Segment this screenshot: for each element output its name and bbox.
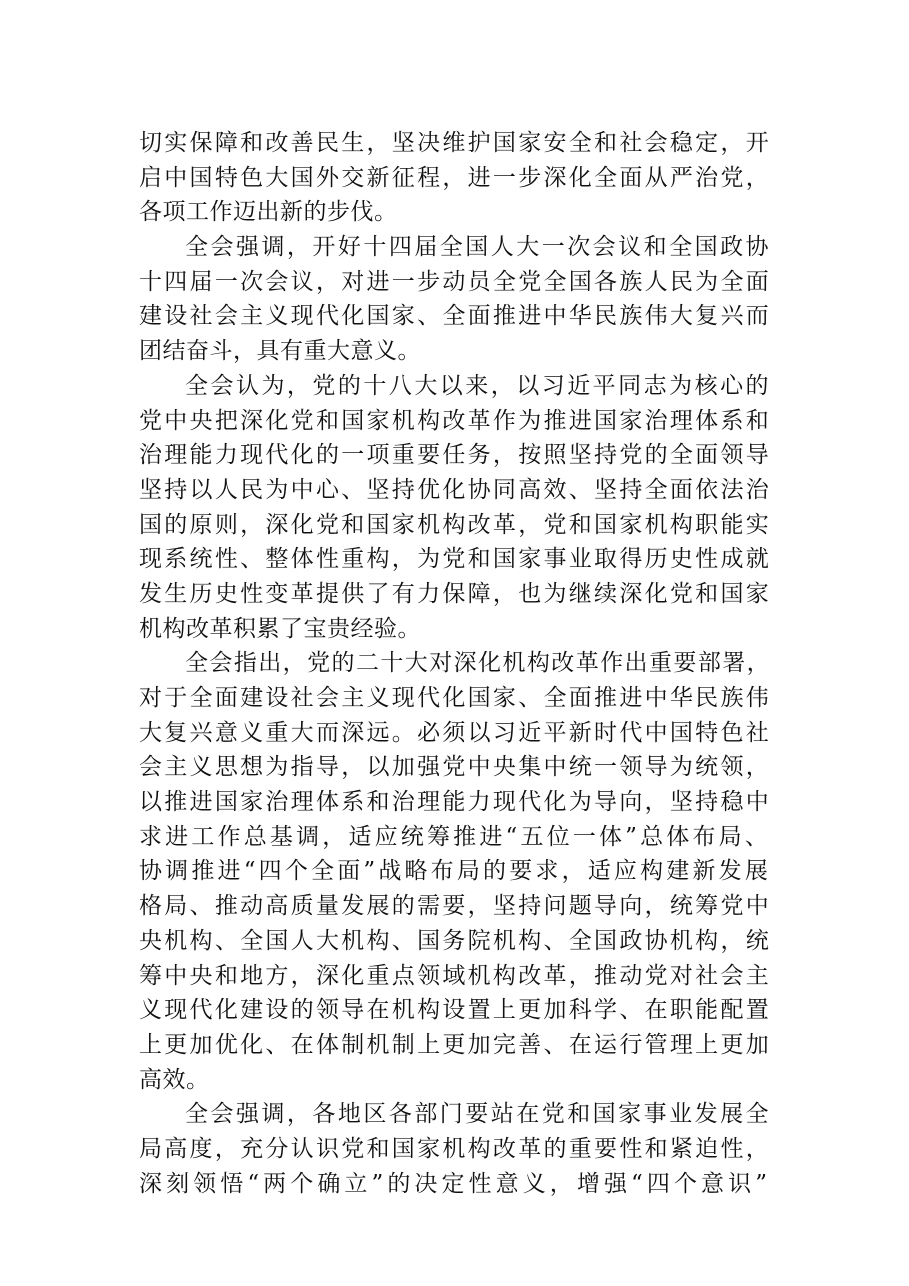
text-line: 上更加优化、在体制机制上更加完善、在运行管理上更加 xyxy=(139,1031,771,1058)
text-line: 高效。 xyxy=(139,1066,210,1093)
text-line: 国的原则，深化党和国家机构改革，党和国家机构职能实 xyxy=(139,511,771,538)
text-line: 发生历史性变革提供了有力保障，也为继续深化党和国家 xyxy=(139,580,771,607)
text-line: 对于全面建设社会主义现代化国家、全面推进中华民族伟 xyxy=(139,685,771,711)
text-line: 治理能力现代化的一项重要任务，按照坚持党的全面领导 xyxy=(139,442,771,469)
text-line: 大复兴意义重大而深远。必须以习近平新时代中国特色社 xyxy=(139,719,771,746)
text-line: 坚持以人民为中心、坚持优化协同高效、坚持全面依法治 xyxy=(139,476,771,503)
text-line: 党中央把深化党和国家机构改革作为推进国家治理体系和 xyxy=(139,407,771,434)
paragraph-first-line: 全会强调，开好十四届全国人大一次会议和全国政协 xyxy=(185,234,772,261)
text-line: 十四届一次会议，对进一步动员全党全国各族人民为全面 xyxy=(139,268,771,295)
text-line: 义现代化建设的领导在机构设置上更加科学、在职能配置 xyxy=(139,997,771,1024)
text-line: 以推进国家治理体系和治理能力现代化为导向，坚持稳中 xyxy=(139,789,771,816)
paragraph-first-line: 全会认为，党的十八大以来，以习近平同志为核心的 xyxy=(185,372,772,399)
text-line: 筹中央和地方，深化重点领域机构改革，推动党对社会主 xyxy=(139,962,771,989)
paragraph-first-line: 全会指出，党的二十大对深化机构改革作出重要部署， xyxy=(185,650,772,677)
text-line: 建设社会主义现代化国家、全面推进中华民族伟大复兴而 xyxy=(139,303,771,330)
text-line: 局高度，充分认识党和国家机构改革的重要性和紧迫性， xyxy=(139,1135,771,1162)
document-body xyxy=(139,126,771,1201)
text-line: 央机构、全国人大机构、国务院机构、全国政协机构，统 xyxy=(139,927,771,954)
text-line: 启中国特色大国外交新征程，进一步深化全面从严治党， xyxy=(139,164,771,191)
text-line: 格局、推动高质量发展的需要，坚持问题导向，统筹党中 xyxy=(139,893,771,920)
text-line: 机构改革积累了宝贵经验。 xyxy=(139,615,421,642)
text-line: 各项工作迈出新的步伐。 xyxy=(139,199,398,226)
text-line: 切实保障和改善民生，坚决维护国家安全和社会稳定，开 xyxy=(139,130,771,156)
text-line: 求进工作总基调，适应统筹推进“五位一体”总体布局、 xyxy=(139,823,772,850)
text-line: 团结奋斗，具有重大意义。 xyxy=(139,338,421,365)
text-line: 深刻领悟“两个确立”的决定性意义，增强“四个意识” xyxy=(139,1170,772,1197)
text-line: 会主义思想为指导，以加强党中央集中统一领导为统领， xyxy=(139,754,771,781)
paragraph-first-line: 全会强调，各地区各部门要站在党和国家事业发展全 xyxy=(185,1101,772,1128)
text-line: 协调推进“四个全面”战略布局的要求，适应构建新发展 xyxy=(139,858,772,885)
text-line: 现系统性、整体性重构，为党和国家事业取得历史性成就 xyxy=(139,546,771,573)
